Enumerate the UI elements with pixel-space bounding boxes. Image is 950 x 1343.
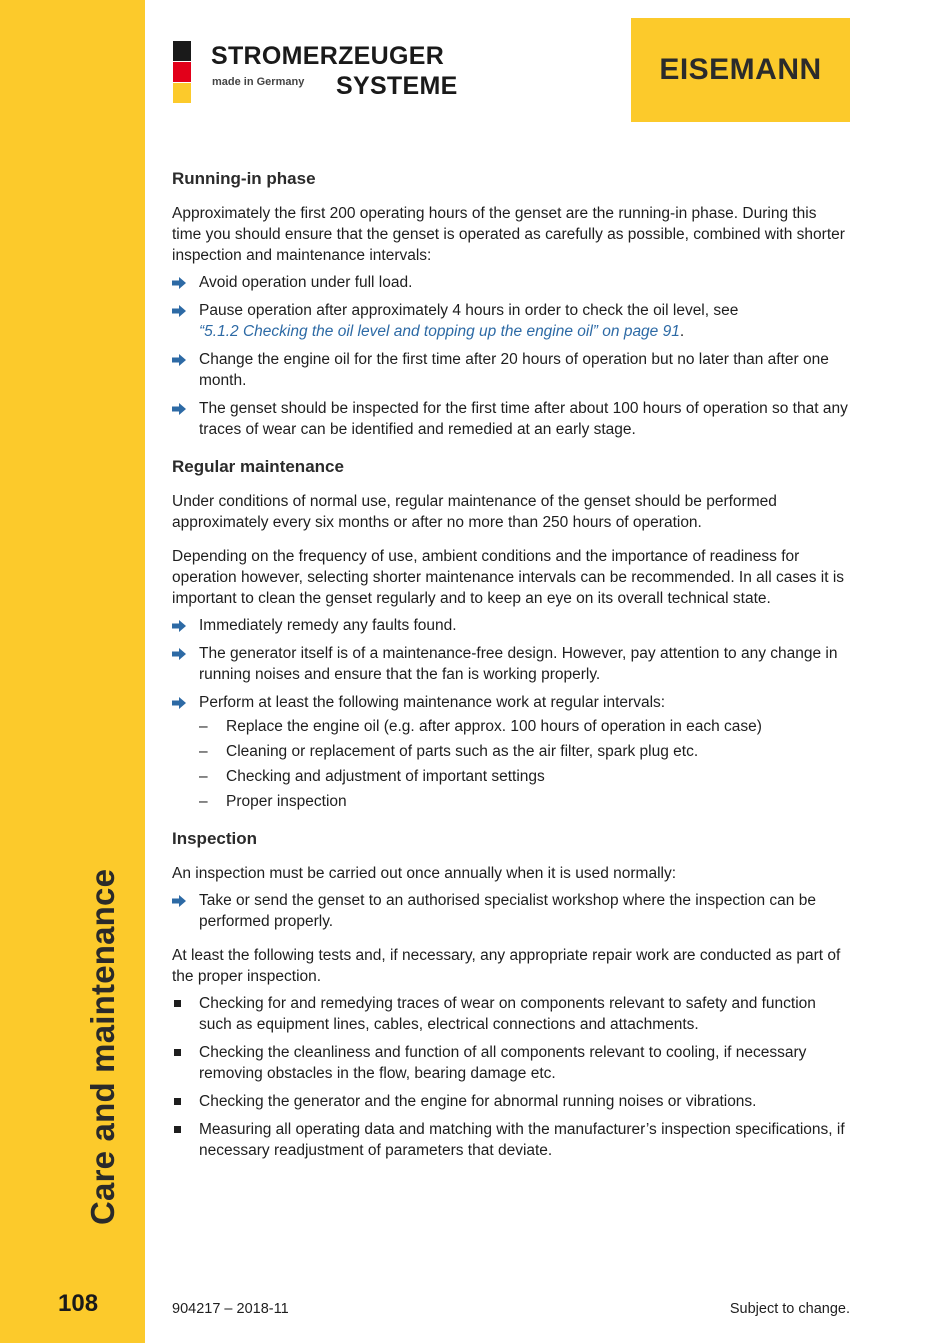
square-bullet-icon [172,1119,190,1140]
dash-marker: – [199,718,208,735]
inspection-intro: An inspection must be carried out once annually when it is used normally: [172,865,677,882]
germany-flag-icon [173,41,191,104]
main-content [172,168,850,1161]
square-bullet-icon [172,1091,190,1112]
heading-regular-maintenance: Regular maintenance [172,457,344,476]
sidebar [0,0,145,1343]
arrow-right-icon [172,615,190,636]
sub-list-item: – Cleaning or replacement of parts such as the air filter, spark plug etc. [199,743,699,760]
square-bullet-icon [172,1042,190,1063]
list-item: Change the engine oil for the first time after 20 hours of operation but no later than after one month. [172,349,850,391]
list-item: Checking the cleanliness and function of all components relevant to cooling, if necessary removing obstacles in the flow, bearing damage etc. [172,1042,850,1084]
list-item: Perform at least the following maintenance work at regular intervals: [172,692,850,713]
sub-list-item: – Replace the engine oil (e.g. after approx. 100 hours of operation in each case) [199,718,762,735]
arrow-right-icon [172,692,190,713]
brand-logo [631,18,850,122]
list-item: Immediately remedy any faults found. [172,615,850,636]
footer-note: Subject to change. [729,1301,850,1317]
dash-marker: – [199,793,208,810]
running-in-intro: Approximately the first 200 operating hours of the genset are the running-in phase. During this time you should ensure that the genset is operated as carefully as possible, combined with shorter inspection and maintenance intervals: [172,205,845,264]
dash-marker: – [199,768,208,785]
chapter-title: Care and maintenance [84,868,121,1225]
list-item: Checking the generator and the engine for abnormal running noises or vibrations. [172,1091,850,1112]
cross-reference-link[interactable]: “5.1.2 Checking the oil level and topping up the engine oil” on page 91 [199,323,680,340]
list-item: Take or send the genset to an authorised specialist workshop where the inspection can be performed properly. [172,890,850,932]
dash-marker: – [199,743,208,760]
inspection-para: At least the following tests and, if necessary, any appropriate repair work are conducted as part of the proper inspection. [172,947,841,985]
arrow-right-icon [172,398,190,419]
regular-para-2: Depending on the frequency of use, ambient conditions and the importance of readiness for operation however, selecting shorter maintenance intervals can be recommended. In all cases it is important to clean the genset regularly and to keep an eye on its overall technical state. [172,548,845,607]
arrow-right-icon [172,643,190,664]
regular-list [172,615,850,713]
square-bullet-icon [172,993,190,1014]
running-in-list [172,272,850,440]
document-code: 904217 – 2018-11 [172,1301,289,1317]
arrow-right-icon [172,349,190,370]
heading-inspection: Inspection [172,829,258,848]
logo-tagline: made in Germany [212,76,305,88]
list-item: Measuring all operating data and matching with the manufacturer’s inspection specifications, if necessary readjustment of parameters that deviate. [172,1119,850,1161]
sub-list-item: – Proper inspection [199,793,347,810]
inspection-arrow-list [172,890,850,932]
arrow-right-icon [172,300,190,321]
page-number: 108 [58,1290,99,1317]
arrow-right-icon [172,890,190,911]
list-item: The generator itself is of a maintenance-free design. However, pay attention to any change in running noises and ensure that the fan is working properly. [172,643,850,685]
sub-list-item: – Checking and adjustment of important settings [199,768,545,785]
logo-line-1: STROMERZEUGER [211,42,445,70]
list-item: Avoid operation under full load. [172,272,850,293]
brand-name: EISEMANN [659,53,822,86]
regular-para-1: Under conditions of normal use, regular maintenance of the genset should be performed approximately every six months or after no more than 250 hours of operation. [172,493,777,531]
list-item: Checking for and remedying traces of wear on components relevant to safety and function such as equipment lines, cables, electrical connections and attachments. [172,993,850,1035]
list-item: The genset should be inspected for the first time after about 100 hours of operation so that any traces of wear can be identified and remedied at an early stage. [172,398,850,440]
logo-line-2: SYSTEME [336,72,458,100]
heading-running-in: Running-in phase [172,169,316,188]
maintenance-sub-list [172,716,850,812]
inspection-square-list [172,993,850,1161]
arrow-right-icon [172,272,190,293]
list-item: Pause operation after approximately 4 hours in order to check the oil level, see “5.1.2 Checking the oil level and topping up the engine oil” on page 91. [172,300,850,342]
